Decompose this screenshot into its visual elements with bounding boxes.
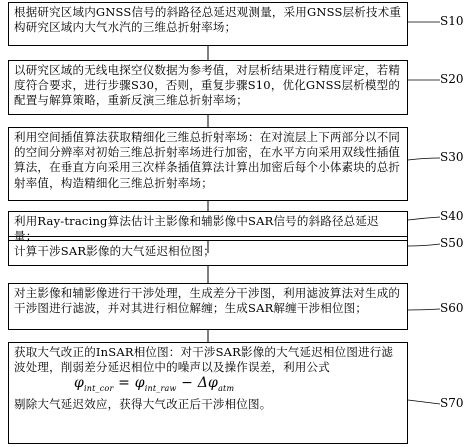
formula-sub-raw: int_raw (144, 384, 177, 394)
step-box-s10 (8, 2, 408, 46)
step-label-s40: S40 (440, 209, 464, 223)
leader-s60 (408, 309, 440, 310)
step-text-s60: 对主影像和辅影像进行干涉处理，生成差分干涉图，利用滤波算法对生成的干涉图进行滤波，并对其进行相位解缠；生成SAR解缠干涉相位图； (14, 286, 401, 316)
step-label-s60: S60 (440, 301, 464, 315)
formula-phi-3: φ (208, 375, 219, 392)
correction-formula (74, 375, 402, 397)
step-label-s50: S50 (440, 236, 464, 250)
leader-s30 (408, 158, 440, 160)
step-box-s30 (8, 127, 408, 201)
formula-sub-cor: int_cor (84, 384, 114, 394)
leader-s40 (408, 217, 440, 220)
step-text-s30: 利用空间插值算法获取精细化三维总折射率场：在对流层上下两部分以不同的空间分辨率对初始三维总折射率场进行加密，在水平方向采用双线性插值算法，在垂直方向采用三次样条插值算法计算出加密后每个小体素块的总折射率值，构造精细化三维总折射率场； (14, 130, 401, 190)
step-box-s50 (8, 236, 408, 266)
step-text-s70-b: 剔除大气延迟效应，获得大气改正后干涉相位图。 (14, 397, 272, 412)
step-label-s70: S70 (440, 396, 464, 410)
formula-eq: = (113, 375, 135, 392)
step-box-s70 (8, 342, 408, 444)
step-label-s30: S30 (440, 150, 464, 164)
step-box-s60 (8, 283, 408, 330)
formula-minus: − Δ (176, 375, 209, 392)
step-text-s10: 根据研究区域内GNSS信号的斜路径总延迟观测量，采用GNSS层析技术重构研究区域内大气水汽的三维总折射率场； (14, 5, 402, 35)
formula-phi-2: φ (134, 375, 145, 392)
formula-sub-atm: atm (218, 384, 235, 394)
step-text-s40: 利用Ray-tracing算法估计主影像和辅影像中SAR信号的斜路径总延迟量； (14, 214, 379, 244)
step-text-s20: 以研究区域的无线电探空仪数据为参考值，对层析结果进行精度评定，若精度符合要求，进行步骤S30，否则，重复步骤S10，优化GNSS层析模型的配置与解算策略，重新反演三维总折射率场； (14, 63, 401, 108)
step-label-s20: S20 (440, 72, 464, 86)
leader-s50 (408, 244, 440, 246)
leader-s70 (408, 400, 440, 404)
step-box-s20 (8, 60, 408, 115)
formula-phi-1: φ (74, 375, 85, 392)
step-text-s70-a: 获取大气改正的InSAR相位图：对干涉SAR影像的大气延迟相位图进行滤波处理，削弱差分延迟相位中的噪声以及操作误差，利用公式 (14, 345, 394, 375)
step-label-s10: S10 (440, 14, 464, 28)
step-text-s50: 计算干涉SAR影像的大气延迟相位图； (14, 244, 215, 258)
